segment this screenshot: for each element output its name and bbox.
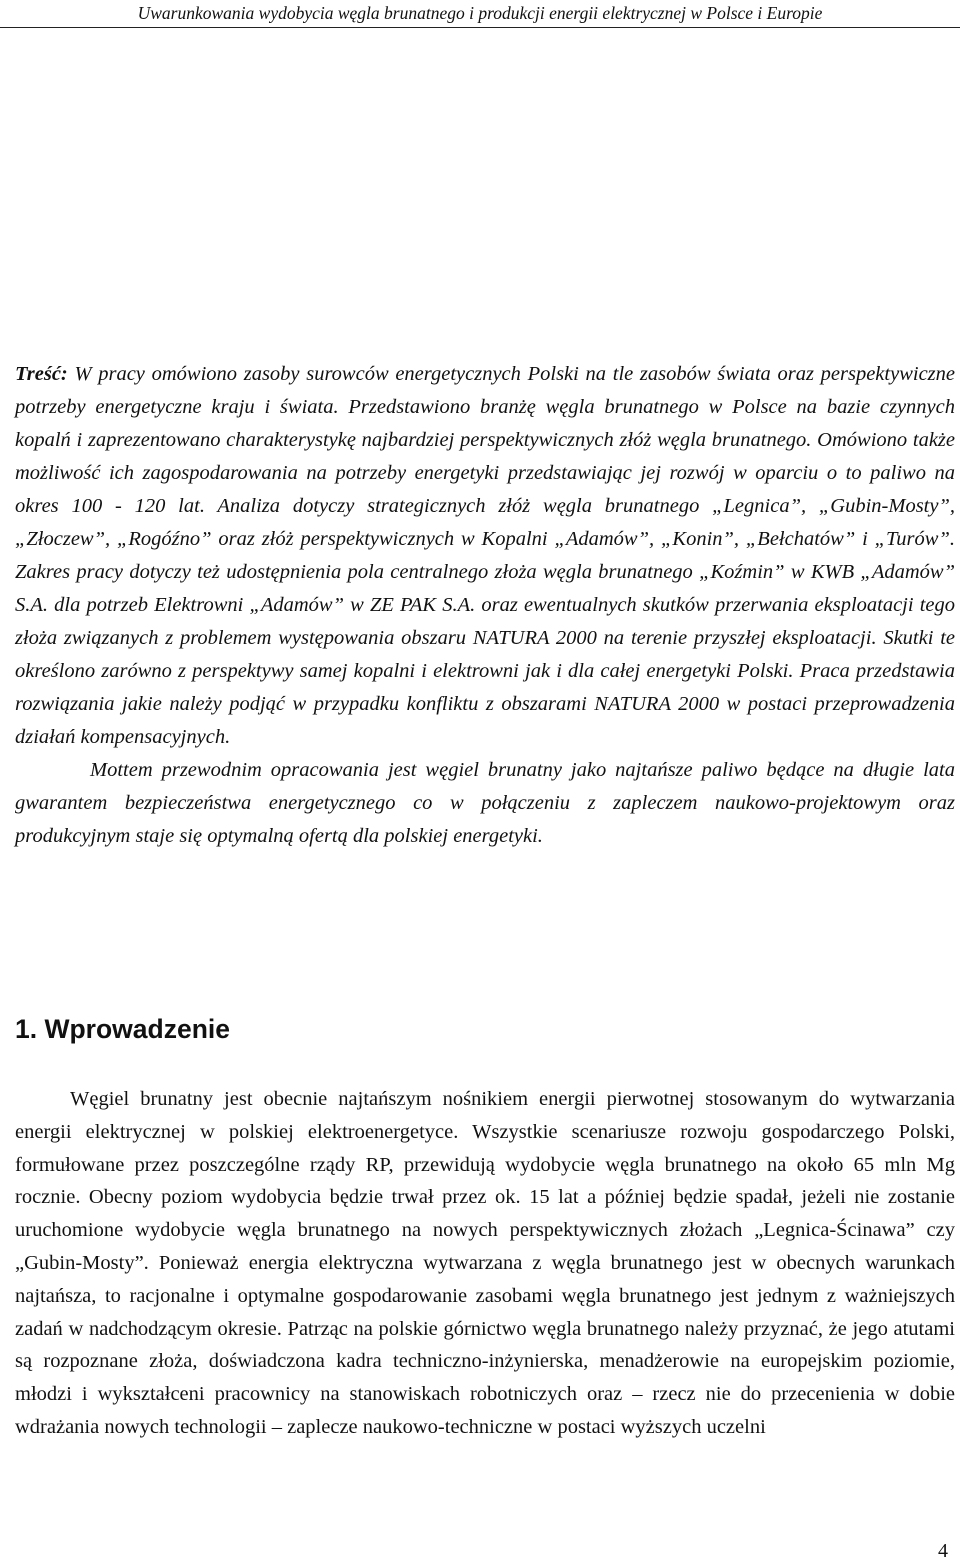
abstract — [15, 358, 955, 853]
page-number: 4 — [938, 1540, 948, 1562]
section-heading: 1. Wprowadzenie — [15, 1014, 230, 1044]
running-header — [0, 0, 960, 28]
abstract-paragraph-1 — [15, 358, 955, 754]
running-header-title: Uwarunkowania wydobycia węgla brunatnego i produkcji energii elektrycznej w Polsce i Europie — [137, 3, 823, 23]
section-paragraph: Węgiel brunatny jest obecnie najtańszym nośnikiem energii pierwotnej stosowanym do wytwarzania energii elektrycznej w polskiej elektroenergetyce. Wszystkie scenariusze rozwoju gospodarczego Polski, formułowane przez poszczególne rządy RP, przewidują wydobycie węgla brunatnego na około 65 mln Mg rocznie. Obecny poziom wydobycia będzie trwał przez ok. 15 lat a później będzie spadał, jeżeli nie zostanie uruchomione wydobycie węgla brunatnego na nowych perspektywicznych złożach „Legnica-Ścinawa” czy „Gubin-Mosty”. Ponieważ energia elektryczna wytwarzana z węgla brunatnego jest w obecnych warunkach najtańsza, to racjonalne i optymalne gospodarowanie zasobami węgla brunatnego jest jednym z ważniejszych zadań w nadchodzącym okresie. Patrząc na polskie górnictwo węgla brunatnego należy przyznać, że jego atutami są rozpoznane złoża, doświadczona kadra techniczno-inżynierska, menadżerowie na europejskim poziomie, młodzi i wykształceni pracownicy na stanowiskach robotniczych oraz – rzecz nie do przecenienia w dobie wdrażania nowych technologii – zaplecze naukowo-techniczne w postaci wyższych uczelni — [15, 1088, 955, 1438]
abstract-label: Treść: — [15, 363, 68, 385]
abstract-paragraph-2: Mottem przewodnim opracowania jest węgiel brunatny jako najtańsze paliwo będące na długie lata gwarantem bezpieczeństwa energetycznego co w połączeniu z zapleczem naukowo-projektowym oraz produkcyjnym staje się optymalną ofertą dla polskiej energetyki. — [15, 759, 955, 847]
abstract-text-1: W pracy omówiono zasoby surowców energetycznych Polski na tle zasobów świata oraz perspektywiczne potrzeby energetyczne kraju i świata. Przedstawiono branżę węgla brunatnego w Polsce na bazie czynnych kopalń i zaprezentowano charakterystykę najbardziej perspektywicznych złóż węgla brunatnego. Omówiono także możliwość ich zagospodarowania na potrzeby energetyki przedstawiając jej rozwój w oparciu o to paliwo na okres 100 - 120 lat. Analiza dotyczy strategicznych złóż węgla brunatnego „Legnica”, „Gubin-Mosty”, „Złoczew”, „Rogóźno” oraz złóż perspektywicznych w Kopalni „Adamów”, „Konin”, „Bełchatów” i „Turów”. Zakres pracy dotyczy też udostępnienia pola centralnego złoża węgla brunatnego „Koźmin” w KWB „Adamów” S.A. dla potrzeb Elektrowni „Adamów” w ZE PAK S.A. oraz ewentualnych skutków przerwania eksploatacji tego złoża związanych z problemem występowania obszaru NATURA 2000 na terenie przyszłej eksploatacji. Skutki te określono zarówno z perspektywy samej kopalni i elektrowni jak i dla całej energetyki Polski. Praca przedstawia rozwiązania jakie należy podjąć w przypadku konfliktu z obszarami NATURA 2000 w postaci przeprowadzenia działań kompensacyjnych. — [15, 363, 955, 748]
